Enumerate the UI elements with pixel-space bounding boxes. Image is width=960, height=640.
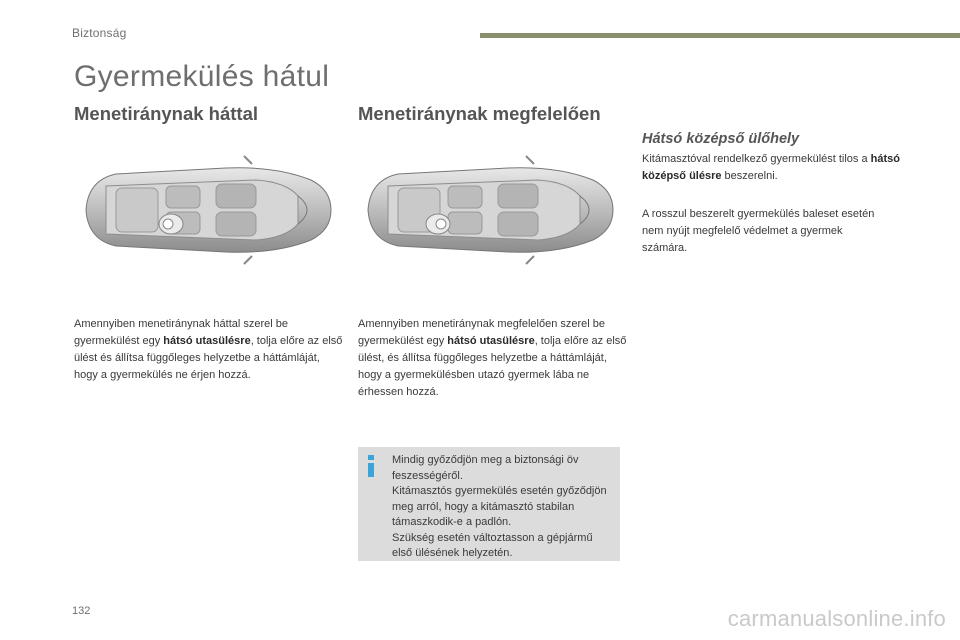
car-forward-facing-illustration [358, 150, 618, 270]
heading-rear-facing: Menetiránynak háttal [74, 103, 259, 124]
page-number: 132 [72, 605, 91, 617]
paragraph-rear-facing: Amennyiben menetiránynak háttal szerel be gyermekülést egy hátsó utasülésre, tolja előre az első ülést és állítsa függőleges helyzetbe a háttámláját, hogy a gyermekülés ne érjen hozzá. [74, 318, 343, 381]
info-box-text [392, 453, 614, 562]
info-box [358, 447, 620, 561]
section-label: Biztonság [72, 26, 127, 40]
heading-rear-middle-seat: Hátsó középső ülőhely [642, 131, 800, 147]
paragraph-rear-middle-seat: Kitámasztóval rendelkező gyermekülést tilos a hátsó középső ülésre beszerelni. [642, 153, 901, 182]
paragraph-incorrect-install-warning: A rosszul beszerelt gyermekülés baleset esetén nem nyújt megfelelő védelmet a gyermek számára. [642, 208, 875, 254]
heading-forward-facing: Menetiránynak megfelelően [358, 103, 601, 124]
info-icon [366, 455, 376, 477]
page-title: Gyermekülés hátul [74, 60, 330, 93]
header-rule [480, 33, 960, 38]
info-text-line: Mindig győződjön meg a biztonsági öv feszességéről. [392, 454, 579, 482]
watermark: carmanualsonline.info [727, 606, 946, 631]
info-text-line: Kitámasztós gyermekülés esetén győződjön meg arról, hogy a kitámasztó stabilan támaszkodik-e a padlón. [392, 485, 607, 528]
info-text-line: Szükség esetén változtasson a gépjármű első ülésének helyzetén. [392, 531, 593, 559]
car-rear-facing-illustration [76, 150, 336, 270]
paragraph-forward-facing: Amennyiben menetiránynak megfelelően szerel be gyermekülést egy hátsó utasülésre, tolja előre az első ülést, és állítsa függőleges helyzetbe a háttámláját, hogy a gyermekülésben utazó gyermek lába ne érhessen hozzá. [358, 318, 627, 398]
